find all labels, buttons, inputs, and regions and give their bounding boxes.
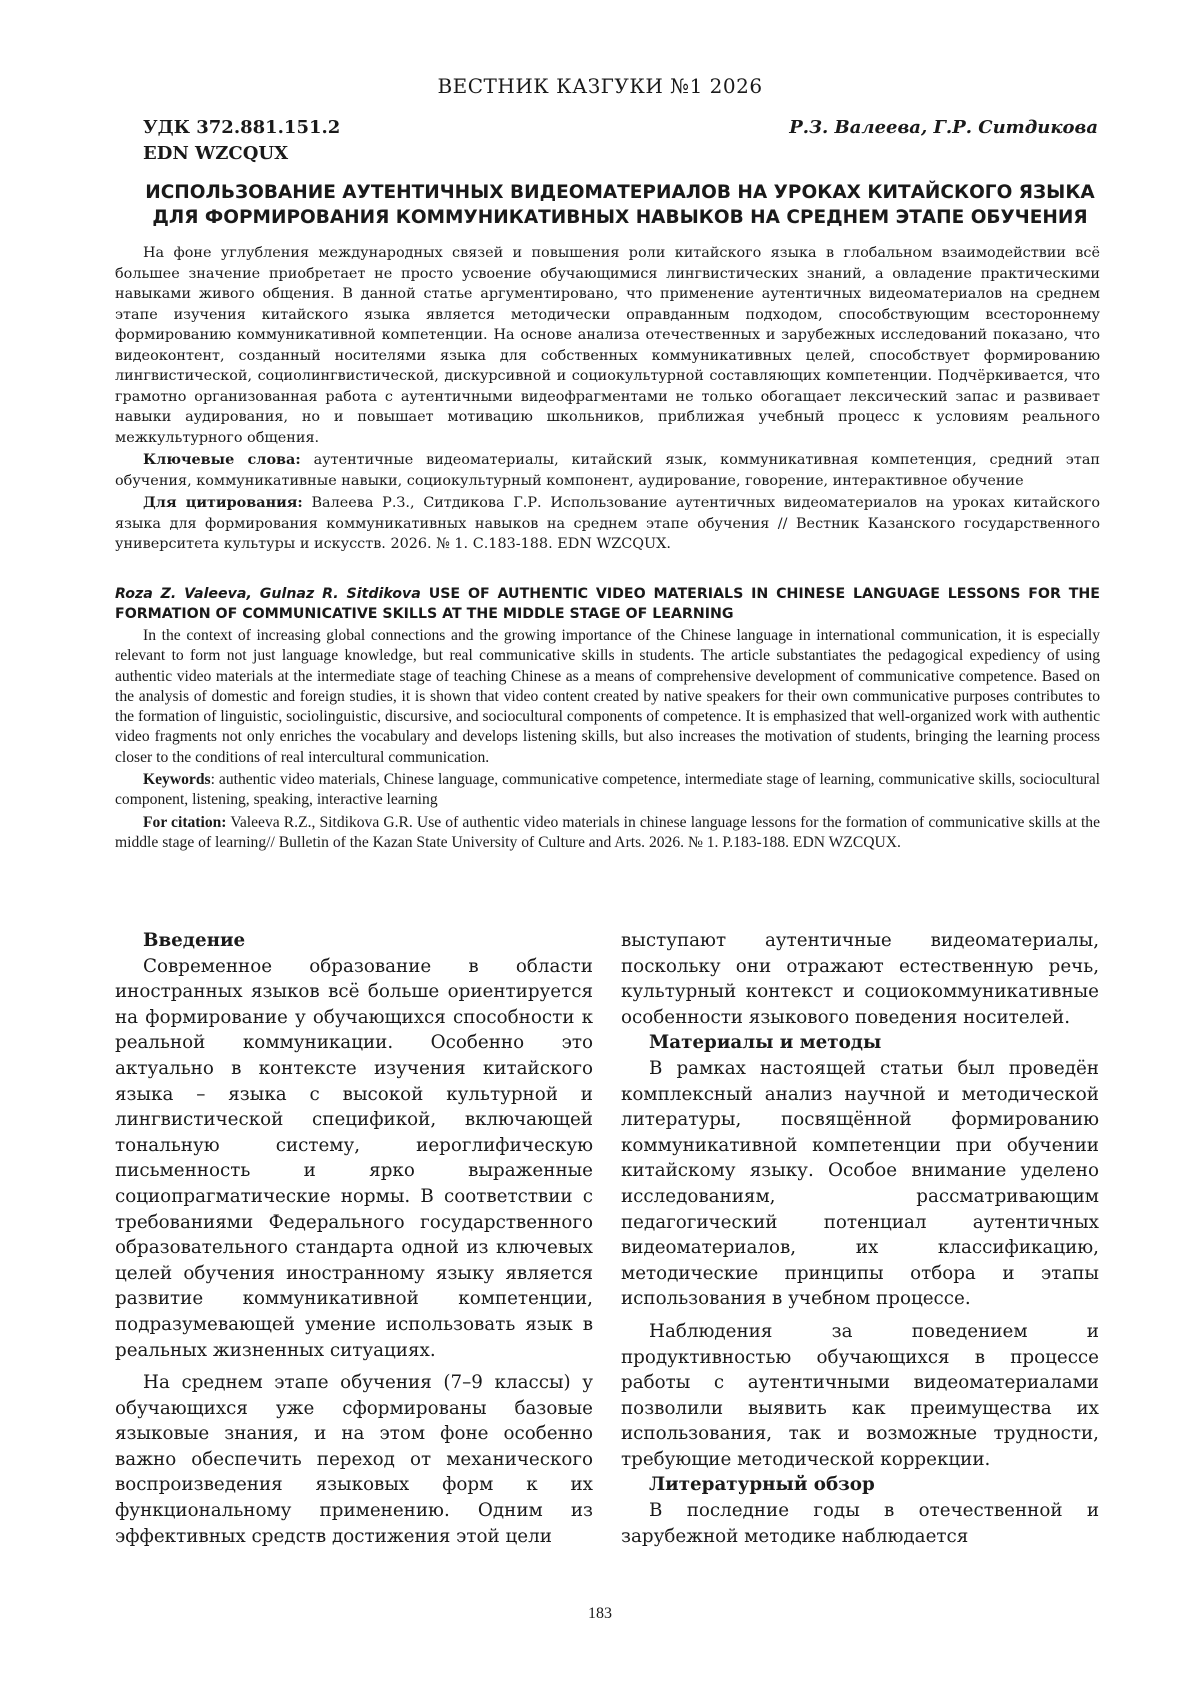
paragraph: В последние годы в отечественной и зарубежной методике наблюдается bbox=[621, 1500, 1099, 1547]
journal-header: ВЕСТНИК КАЗГУКИ №1 2026 bbox=[437, 74, 763, 98]
section-heading-literature-review: Литературный обзор bbox=[649, 1474, 875, 1496]
english-article-title: USE OF AUTHENTIC VIDEO MATERIALS IN CHINESE LANGUAGE LESSONS FOR THE FORMATION OF COMMUNICATIVE SKILLS AT THE MIDDLE STAGE OF LEARNING bbox=[115, 586, 1100, 622]
page-number: 183 bbox=[588, 1605, 612, 1622]
article-title-line-1: ИСПОЛЬЗОВАНИЕ АУТЕНТИЧНЫХ ВИДЕОМАТЕРИАЛОВ НА УРОКАХ КИТАЙСКОГО ЯЗЫКА bbox=[145, 182, 1095, 203]
keywords-en-text: : authentic video materials, Chinese language, communicative competence, intermediate stage of learning, communicative skills, sociocultural component, listening, speaking, interactive learning bbox=[115, 771, 1100, 809]
keywords-ru bbox=[115, 450, 1100, 491]
edn-code: EDN WZCQUX bbox=[143, 143, 289, 164]
citation-ru-text: Валеева Р.З., Ситдикова Г.Р. Использование аутентичных видеоматериалов на уроках китайского языка для формирования коммуникативных навыков на среднем этапе обучения // Вестник Казанского государственного университета культуры и искусств. 2026. № 1. С.183-188. EDN WZCQUX. bbox=[115, 495, 1100, 552]
english-authors: Roza Z. Valeeva, Gulnaz R. Sitdikova bbox=[115, 586, 421, 602]
body-column-left bbox=[115, 928, 593, 1549]
article-identifiers bbox=[143, 115, 340, 167]
article-title bbox=[130, 180, 1110, 230]
article-authors: Р.З. Валеева, Г.Р. Ситдикова bbox=[789, 117, 1098, 138]
citation-en-text: Valeeva R.Z., Sitdikova G.R. Use of authentic video materials in chinese language lessons for the formation of communicative skills at the middle stage of learning// Bulletin of the Kazan State University of Culture and Arts. 2026. № 1. P.183-188. EDN WZCQUX. bbox=[115, 813, 1100, 851]
citation-en bbox=[115, 813, 1100, 854]
keywords-en bbox=[115, 770, 1100, 811]
paragraph: На среднем этапе обучения (7–9 классы) у обучающихся уже сформированы базовые языковые знания, и на этом фоне особенно важно обеспечить переход от механического воспроизведения языковых форм к их функциональному применению. Одним из эффективных средств достижения этой цели bbox=[115, 1372, 593, 1547]
abstract-en bbox=[115, 626, 1100, 853]
body-column-right bbox=[621, 928, 1099, 1549]
abstract-ru-text: На фоне углубления международных связей и повышения роли китайского языка в глобальном взаимодействии всё большее значение приобретает не просто усвоение обучающимися лингвистических знаний, а овладение практическими навыками живого общения. В данной статье аргументировано, что применение аутентичных видеоматериалов на среднем этапе изучения китайского языка является методически оправданным подходом, способствующим всестороннему формированию коммуникативной компетенции. На основе анализа отечественных и зарубежных исследований показано, что видеоконтент, созданный носителями языка для собственных коммуникативных целей, способствует формированию лингвистической, социолингвистической, дискурсивной и социокультурной составляющих компетенции. Подчёркивается, что грамотно организованная работа с аутентичными видеофрагментами не только обогащает лексический запас и развивает навыки аудирования, но и повышает мотивацию школьников, приближая учебный процесс к условиям реального межкультурного общения. bbox=[115, 245, 1100, 446]
paragraph-continued: выступают аутентичные видеоматериалы, поскольку они отражают естественную речь, культурный контекст и социокоммуникативные особенности языкового поведения носителей. bbox=[621, 930, 1099, 1028]
paragraph: Наблюдения за поведением и продуктивностью обучающихся в процессе работы с аутентичными видеоматериалами позволили выявить как преимущества их использования, так и возможные трудности, требующие методической коррекции. bbox=[621, 1320, 1099, 1470]
article-title-line-2: ДЛЯ ФОРМИРОВАНИЯ КОММУНИКАТИВНЫХ НАВЫКОВ НА СРЕДНЕМ ЭТАПЕ ОБУЧЕНИЯ bbox=[152, 207, 1088, 228]
section-heading-methods: Материалы и методы bbox=[649, 1032, 882, 1054]
keywords-ru-label: Ключевые слова: bbox=[143, 451, 301, 468]
keywords-en-label: Keywords bbox=[143, 771, 211, 789]
english-title bbox=[115, 584, 1100, 624]
citation-ru bbox=[115, 493, 1100, 555]
paragraph: Современное образование в области иностранных языков всё больше ориентируется на формирование у обучающихся способности к реальной коммуникации. Особенно это актуально в контексте изучения китайского языка – языка с высокой культурной и лингвистической спецификой, включающей тональную систему, иероглифическую письменность и ярко выраженные социопрагматические нормы. В соответствии с требованиями Федерального государственного образовательного стандарта одной из ключевых целей обучения иностранному языку является развитие коммуникативной компетенции, подразумевающей умение использовать язык в реальных жизненных ситуациях. bbox=[115, 955, 593, 1361]
section-heading-introduction: Введение bbox=[143, 930, 246, 951]
paragraph: В рамках настоящей статьи был проведён комплексный анализ научной и методической литературы, посвящённой формированию коммуникативной компетенции при обучении китайскому языку. Особое внимание уделено исследованиям, рассматривающим педагогический потенциал аутентичных видеоматериалов, их классификацию, методические принципы отбора и этапы использования в учебном процессе. bbox=[621, 1057, 1099, 1310]
udk-code: УДК 372.881.151.2 bbox=[143, 117, 341, 138]
abstract-ru bbox=[115, 243, 1100, 555]
citation-en-label: For citation: bbox=[143, 813, 227, 831]
abstract-en-text: In the context of increasing global connections and the growing importance of the Chinese language in international communication, it is especially relevant to form not just language knowledge, but real communicative skills in students. The article substantiates the pedagogical expediency of using authentic video materials at the intermediate stage of teaching Chinese as a means of comprehensive development of communicative competence. Based on the analysis of domestic and foreign studies, it is shown that video content created by native speakers for their own communicative purposes contributes to the formation of linguistic, sociolinguistic, discursive, and sociocultural components of competence. It is emphasized that well-organized work with authentic video fragments not only enriches the vocabulary and develops listening skills, but also increases the motivation of students, bringing the learning process closer to the conditions of real intercultural communication. bbox=[115, 627, 1100, 766]
citation-ru-label: Для цитирования: bbox=[143, 494, 303, 511]
keywords-ru-text: аутентичные видеоматериалы, китайский язык, коммуникативная компетенция, средний этап обучения, коммуникативные навыки, социокультурный компонент, аудирование, говорение, интерактивное обучение bbox=[115, 452, 1101, 489]
